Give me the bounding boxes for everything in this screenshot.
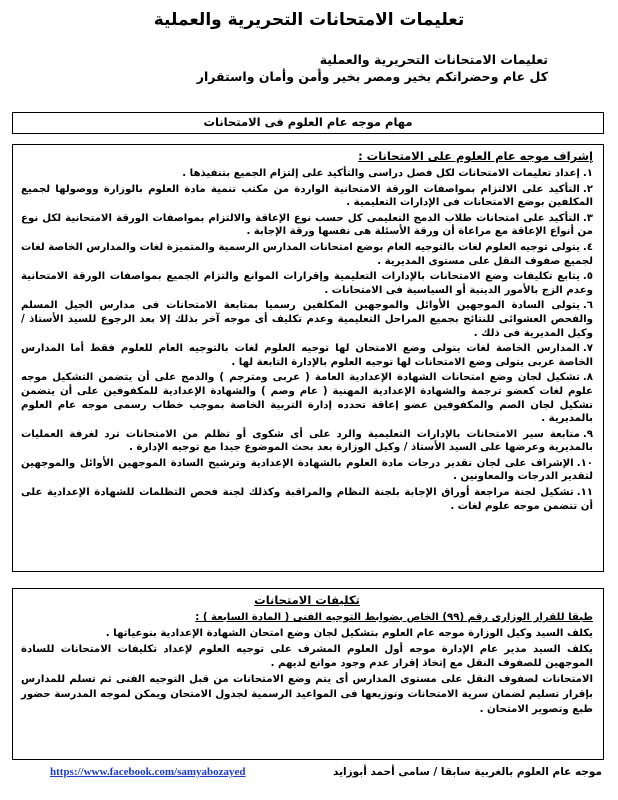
item-number: ١١.: [576, 487, 593, 499]
assignments-heading: تكليفات الامتحانات: [254, 593, 360, 607]
author-credit: موجه عام العلوم بالغربية سابقا / سامى أحمد أبوزايد: [333, 766, 602, 778]
facebook-link[interactable]: https://www.facebook.com/samyabozayed: [50, 766, 246, 778]
supervision-heading: إشراف موجه عام العلوم على الامتحانات :: [358, 149, 593, 163]
item-text: الإشراف على لجان تقدير درجات مادة العلوم بالشهادة الإعدادية وترشيح السادة الموجهين الأوائل والموجهين لتقدير الدرجات والمعاونين .: [21, 457, 593, 483]
item-text: تشكيل لجنة مراجعة أوراق الإجابة بلجنة النظام والمراقبة وكذلك لجنة فحص التظلمات للشهادة الإعدادية على أن تتضمن موجه علوم لغات .: [21, 487, 593, 512]
list-item: [21, 486, 593, 513]
item-text: إعداد تعليمات الامتحانات لكل فصل دراسى والتأكيد على إلتزام الجميع بتنفيذها .: [182, 168, 580, 179]
list-item: [21, 241, 593, 268]
item-number: ٢.: [582, 183, 593, 195]
list-item: [21, 183, 593, 210]
list-item: [21, 457, 593, 484]
supervision-list: [21, 167, 593, 513]
item-text: التأكيد على الالتزام بمواصفات الورقة الامتحانية الواردة من مكتب تنمية مادة العلوم بالوزارة ووصولها لجميع المكلفين بوضع الامتحانات فى الإدارات التعليمية .: [21, 183, 593, 209]
item-number: ٦.: [582, 300, 593, 312]
list-item: [21, 371, 593, 425]
subtitle: تعليمات الامتحانات التحريرية والعملية: [319, 52, 548, 67]
subtitle-block: [78, 52, 548, 84]
item-number: ٤.: [582, 241, 593, 253]
role-heading: مهام موجه عام العلوم فى الامتحانات: [12, 112, 604, 134]
list-item: [21, 212, 593, 239]
item-text: تشكيل لجان وضع امتحانات الشهادة الإعدادية العامة ( عربى ومترجم ) والدمج على أن يتضمن التشكيل موجه علوم لغات كعضو ترجمة والشهادة الإعدادية المهنية ( عام وصم ) والشهادة الإعدادية للمكفوفين على أن يتضمن تشكيل لجان الصم والمكفوفين عضو إعاقة تحدده إدارة التربية الخاصة بموجب خطاب رسمى موجه عام العلوم بالمديرية .: [21, 372, 593, 425]
item-number: ٥.: [582, 271, 593, 283]
list-item: [21, 428, 593, 455]
decree-line: طبقا للقرار الوزارى رقم (٩٩) الخاص بضوابط التوجيه الفنى ( المادة السابعة ) :: [195, 612, 593, 623]
list-item: [21, 299, 593, 340]
item-number: ٣.: [582, 212, 593, 224]
list-item: [21, 270, 593, 297]
item-number: ١.: [582, 168, 593, 179]
supervision-section: [12, 144, 604, 572]
assignments-section: [12, 588, 604, 760]
item-number: ٧.: [582, 343, 593, 355]
footer: [12, 766, 604, 782]
assignment-paragraph: يكلف السيد مدير عام الإدارة موجه أول العلوم المشرف على توجيه العلوم لإعداد تكليفات الامتحانات للسادة الموجهين للصفوف النقل مع إتخاذ إقرار عدم وجود موانع لديهم .: [21, 643, 593, 670]
list-item: [21, 167, 593, 181]
item-text: المدارس الخاصة لغات يتولى وضع الامتحان لها توجيه العلوم لغات بالتوجيه العام للعلوم فقط أما المدارس الخاصة عربى يتولى وضع الامتحانات لها توجيه العلوم بالإدارة التابعة لها .: [21, 343, 593, 368]
item-number: ١٠.: [576, 457, 593, 469]
assignment-paragraph: الامتحانات لصفوف النقل على مستوى المدارس أى يتم وضع الامتحانات من قبل التوجيه الفنى ثم تسلم للمدارس بإقرار تسليم لضمان سرية الامتحانات وتوزيعها فى المواعيد الرسمية لجدول الامتحان ويمكن لموجه المدرسة حضور طبع وتصوير الامتحان .: [21, 674, 593, 715]
list-item: [21, 342, 593, 369]
item-text: يتولى توجيه العلوم لغات بالتوجيه العام بوضع امتحانات المدارس الرسمية والمتميزة لغات والمدارس الخاصة لغات لجميع صفوف النقل على مستوى المديرية .: [21, 241, 593, 267]
assignment-paragraph: يكلف السيد وكيل الوزارة موجه عام العلوم بتشكيل لجان وضع امتحان الشهادة الإعدادية بنوعياتها .: [105, 627, 593, 639]
item-text: التأكيد على امتحانات طلاب الدمج التعليمى كل حسب نوع الإعاقة والالتزام بمواصفات الورقة الامتحانية لكل نوع من أنواع الإعاقة مع مراعاة أن ورقة الأسئلة هى نفسها ورقة الإجابة .: [21, 212, 593, 238]
wish-line: كل عام وحضراتكم بخير ومصر بخير وأمن وأمان واستقرار: [196, 69, 548, 84]
item-text: يتابع تكليفات وضع الامتحانات بالإدارات التعليمية وإقرارات الموانع والتزام الجميع بمواصفات الورقة الامتحانية وعدم الزج بالأمور الدينية أو السياسية فى الامتحانات .: [21, 271, 593, 296]
item-text: يتولى السادة الموجهين الأوائل والموجهين المكلفين رسميا بمتابعة الامتحانات فى مدارس الجيل المسلم والفحص العشوائى للنتائج بجميع المراحل التعليمية وعدم تكليف أى موجه آخر بذلك إلا بعد الرجوع للسيد الأستاذ / وكيل المديرية فى ذلك .: [21, 300, 593, 339]
item-number: ٨.: [582, 372, 593, 384]
page-title: تعليمات الامتحانات التحريرية والعملية: [153, 10, 465, 30]
item-number: ٩.: [582, 428, 593, 440]
item-text: متابعة سير الامتحانات بالإدارات التعليمية والرد على أى شكوى أو تظلم من الامتحانات ترد لغرفة العمليات بالمديرية وعرضها على السيد الأستاذ / وكيل الوزارة بعد بحث الموضوع جيدا مع توجيه الإدارة .: [21, 428, 593, 454]
